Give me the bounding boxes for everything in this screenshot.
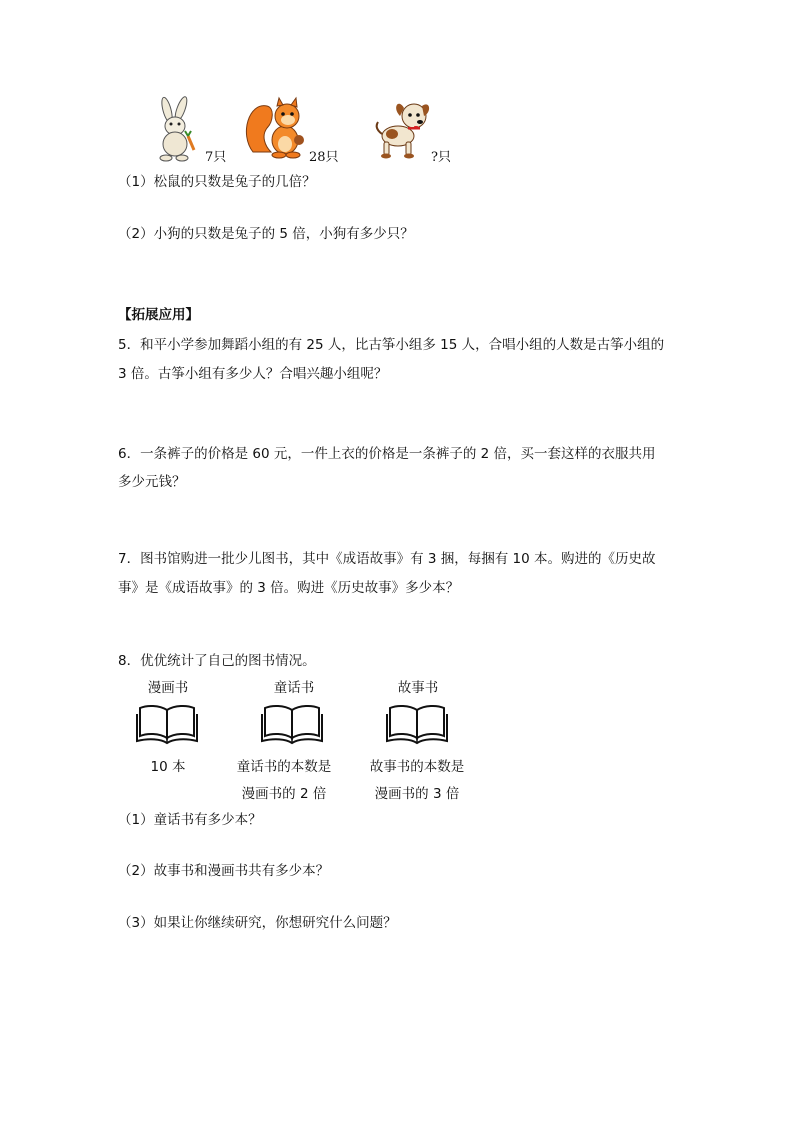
q4-sub1: （1）松鼠的只数是兔子的几倍？	[118, 174, 316, 190]
rabbit-count: 7只	[205, 150, 227, 165]
q7-line1: 7．图书馆购进一批少儿图书，其中《成语故事》有 3 捆，每捆有 10 本。购进的《历史故	[118, 551, 656, 567]
q6-line1: 6．一条裤子的价格是 60 元，一件上衣的价格是一条裤子的 2 倍，买一套这样的衣服共用	[118, 446, 656, 462]
book-info-stories-1: 故事书的本数是	[369, 759, 465, 775]
book-info-fairytales-1: 童话书的本数是	[236, 759, 332, 775]
section-title: 【拓展应用】	[118, 307, 199, 323]
rabbit-icon	[148, 96, 204, 162]
book-info-fairytales-2: 漫画书的 2 倍	[241, 786, 327, 802]
book-label-comics: 漫画书	[147, 680, 189, 696]
squirrel-count: 28只	[309, 150, 339, 165]
book-info-comics: 10 本	[150, 759, 186, 775]
q4-sub2: （2）小狗的只数是兔子的 5 倍，小狗有多少只？	[118, 226, 414, 242]
puppy-icon	[370, 96, 434, 160]
puppy-count: ?只	[431, 150, 451, 165]
book-label-fairytales: 童话书	[273, 680, 315, 696]
q8-sub3: （3）如果让你继续研究，你想研究什么问题？	[118, 915, 397, 931]
book-icon	[135, 704, 199, 746]
q7-line2: 事》是《成语故事》的 3 倍。购进《历史故事》多少本？	[118, 580, 460, 596]
q6-line2: 多少元钱？	[118, 474, 186, 490]
q8-sub1: （1）童话书有多少本？	[118, 812, 262, 828]
q8-sub2: （2）故事书和漫画书共有多少本？	[118, 863, 330, 879]
squirrel-icon	[243, 94, 309, 160]
book-info-stories-2: 漫画书的 3 倍	[374, 786, 460, 802]
q5-line2: 3 倍。古筝小组有多少人？合唱兴趣小组呢？	[118, 366, 388, 382]
q5-line1: 5．和平小学参加舞蹈小组的有 25 人，比古筝小组多 15 人，合唱小组的人数是古筝小组的	[118, 337, 665, 353]
q8-intro: 8．优优统计了自己的图书情况。	[118, 653, 316, 669]
book-icon	[385, 704, 449, 746]
book-icon	[260, 704, 324, 746]
book-label-stories: 故事书	[397, 680, 439, 696]
